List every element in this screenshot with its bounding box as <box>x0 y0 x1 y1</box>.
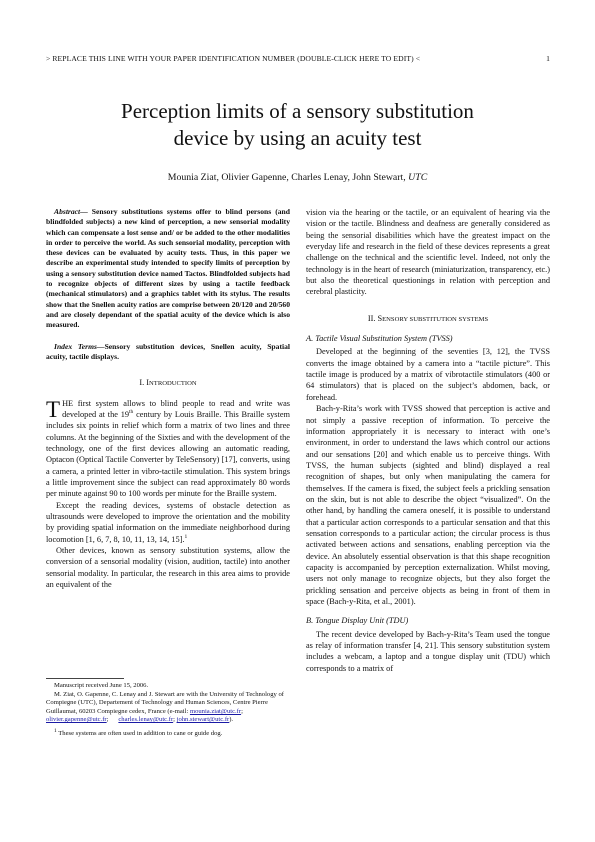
email-link-gapenne[interactable]: olivier.gapenne@utc.fr <box>46 716 107 724</box>
right-column <box>306 207 550 674</box>
tdu-paragraph-1: The recent device developed by Bach-y-Rita’s Team used the tongue as relay of information transfer [4, 21]. This sensory substitution system includes a webcam, a laptop and a tongue display unit (TDU) which corresponds to a matrix of <box>306 629 550 673</box>
footnotes <box>46 682 290 739</box>
email-link-ziat[interactable]: mounia.ziat@utc.fr <box>189 707 242 715</box>
section-number: II. <box>367 313 376 323</box>
section-title-rest: ENSORY SUBSTITUTION SYSTEMS <box>382 315 489 323</box>
intro-text-a: HE first system allows to blind people to read and write was developed at the 19 <box>62 398 290 419</box>
footnote-separator <box>46 678 124 679</box>
index-terms-label: Index Terms <box>54 341 97 351</box>
right-paragraph-1: vision via the hearing or the tactile, or an equivalent of hearing via the vision or the tactile. Blindness and deafness are generally considered as being the sensorial disabilities which have the greatest impact on the everyday life and research in the field of these devices represents a great challenge on the technical and the scientific level. Indeed, not only the technology is in the heart of research (miniaturization, transparency, etc.) but also the theoretical questionings in relation with perception and cerebral plasticity. <box>306 208 550 297</box>
left-column <box>46 207 290 590</box>
index-terms-text: —Sensory substitution devices, Snellen acuity, Spatial acuity, tactile displays. <box>46 341 290 361</box>
running-header <box>46 54 550 66</box>
abstract-text: — Sensory substitutions systems offer to blind persons (and blindfolded subjects) a new kind of perception, a new sensorial modality which can compensate a lost sense and/ or be added to the other modalities in order to perceive the world. As such sensorial modality, perception with these devices can be evaluated by acuity tests. Thus, in this paper we describe an experimental study intended to specify limits of perception by using a sensory substitution device named Tactos. Blindfolded subjects had to recognize objects of different sizes by using a tactile feedback (mechanical stimulators) and a graphics tablet with its stylus. The results show that the Snellen acuity ratios are comprise between 20/120 and 20/560 and are closely dependant of the spatial acuity of the device which is also measured. <box>46 207 290 330</box>
subsection-heading-tdu: B. Tongue Display Unit (TDU) <box>306 616 409 626</box>
intro-paragraph-3: Other devices, known as sensory substitution systems, allow the conversion of a sensorial modality (vision, audition, tactile) into another sensorial modality. In particular, the research in this area aims to provide an equivalent of the <box>46 545 290 589</box>
index-terms <box>46 342 290 363</box>
tvss-paragraph-2: Bach-y-Rita’s work with TVSS showed that perception is active and not simply a passive reception of information. To perceive the information appropriately it is necessary to interact with one’s environment, in order to understand the laws which control our actions and our sensations [20] and which enable us to perceive things. With TVSS, the human subjects (sighted and blind) displayed a real recognition of shapes, but only when manipulating the camera for themselves. If the camera is fixed, the subject feels a prickling sensation on the skin, but is not able to describe the object “visualized”. On the other hand, by handling the camera oneself, it is possible to understand that a particular action corresponds to a particular sensation and that this sensation corresponds to a particular action; the circular process is thus activated between actions and sensations, enabling perception via the device. An absolutely essential observation is that this shape recognition capacity is accompanied by perception externalization. Whilst moving, users not only manage to recognize objects, but they also forget the prickling sensation and perceive objects as being in front of them in space (Bach-y-Rita, et al., 2001). <box>306 404 550 606</box>
header-text: > REPLACE THIS LINE WITH YOUR PAPER IDENTIFICATION NUMBER (DOUBLE-CLICK HERE TO EDIT) < <box>46 54 421 63</box>
footnote-received: Manuscript received June 15, 2006. <box>54 682 149 689</box>
section-title-cap: I <box>146 378 150 388</box>
abstract <box>46 207 290 331</box>
section-title-rest: NTRODUCTION <box>149 380 197 388</box>
section-title-cap: S <box>377 313 383 323</box>
email-link-stewart[interactable]: john.stewart@utc.fr <box>176 716 230 724</box>
author-line <box>60 172 535 183</box>
footnote-affiliation: M. Ziat, O. Gapenne, C. Lenay and J. Stewart are with the University of Technology of Compiegne (UTC), Departement of Technology and Human Sciences, Centre Pierre Guillaumat, 60203 Compiegne cedex, France (e-mail: mounia.ziat@utc.fr; olivier.gapenne@utc.fr; charles.lenay@utc.fr; john.stewart@utc.fr). <box>46 690 284 724</box>
abstract-label: Abstract <box>54 207 81 216</box>
intro-paragraph-1 <box>46 398 290 500</box>
drop-cap: T <box>46 396 61 422</box>
section-heading-sensory-substitution <box>306 313 550 325</box>
tvss-paragraph-1: Developed at the beginning of the seventies [3, 12], the TVSS converts the image obtained by a camera into a “tactile picture”. This tactile image is produced by a matrix of vibrotactile stimulators (400 or 64 stimulators) that is placed on the subject’s abdomen, back, or forehead. <box>306 347 550 402</box>
footnote-number: 1 <box>54 727 57 734</box>
section-number: I. <box>139 378 145 388</box>
intro-text-b: century by Louis Braille. This Braille system includes six points in relief which form a matrix of two lines and three columns. At the beginning of the Sixties and with the development of the technology, one of the first devices allowing an automatic reading, Optacon (Optical Tactile Converter by TeleSensory) [17], converts, using a camera, a printed letter in vibro-tactile stimulation. This system brings a little improvement since the subject can read approximately 80 words per minute against 90 to 100 words per minute for the Braille system. <box>46 409 290 499</box>
title-line-2: device by using an acuity test <box>173 126 422 150</box>
footnote-1-text: These systems are often used in addition to cane or guide dog. <box>56 729 223 737</box>
footnote-ref-1: 1 <box>184 533 188 540</box>
subsection-heading-tvss: A. Tactile Visual Substitution System (TVSS) <box>306 334 453 344</box>
paper-title <box>60 98 535 152</box>
footnote-affil-text: M. Ziat, O. Gapenne, C. Lenay and J. Stewart are with the University of Technology of Compiegne (UTC), Departement of Technology and Human Sciences, Centre Pierre Guillaumat, 60203 Compiegne cedex, France (e-mail: <box>46 690 284 715</box>
superscript-th: th <box>129 409 134 416</box>
page-number: 1 <box>546 54 550 63</box>
footnote-1 <box>46 727 290 739</box>
email-link-lenay[interactable]: charles.lenay@utc.fr <box>118 716 174 724</box>
intro-paragraph-2 <box>46 500 290 545</box>
section-heading-introduction <box>46 377 290 389</box>
intro-p2-text: Except the reading devices, systems of obstacle detection as ultrasounds were developed to improve the orientation and the mobility by providing spatial information on the immediate neighborhood during locomotion [1, 6, 7, 8, 10, 11, 13, 14, 15]. <box>46 500 290 544</box>
title-line-1: Perception limits of a sensory substitution <box>121 99 474 123</box>
authors: Mounia Ziat, Olivier Gapenne, Charles Lenay, John Stewart, <box>167 172 406 183</box>
affiliation: UTC <box>408 172 428 183</box>
